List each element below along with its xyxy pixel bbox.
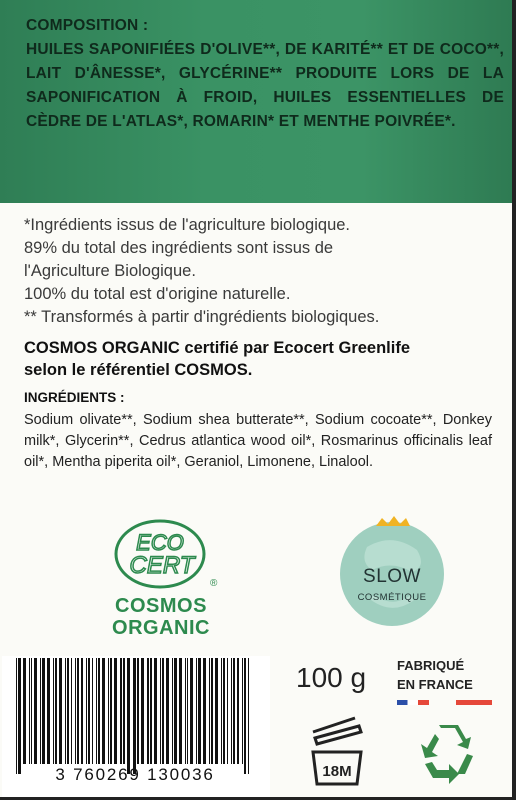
barcode-bar xyxy=(102,658,105,764)
slow-text: SLOW xyxy=(363,566,421,587)
barcode-bar xyxy=(215,658,218,764)
barcode-bar xyxy=(75,658,76,764)
barcode-bar xyxy=(81,658,83,764)
made-in-line: FABRIQUÉ xyxy=(397,658,465,673)
barcode-bar xyxy=(137,658,139,764)
barcode-bar xyxy=(42,658,45,764)
organic-line: ORGANIC xyxy=(112,617,210,639)
recycle-icon xyxy=(417,722,479,784)
barcode-bar xyxy=(18,658,21,774)
barcode-bar xyxy=(242,658,243,764)
barcode-bar xyxy=(86,658,87,764)
certification-line: selon le référentiel COSMOS. xyxy=(24,361,253,379)
note-line: ** Transformés à partir d'ingrédients biologiques. xyxy=(24,308,380,326)
pao-label: 18M xyxy=(322,763,352,780)
barcode-bar xyxy=(237,658,239,764)
barcode-bar xyxy=(196,658,197,764)
barcode-bar xyxy=(233,658,235,764)
net-weight: 100 g xyxy=(296,662,367,693)
barcode-bar xyxy=(162,658,164,764)
barcode-number: 3 760269 130036 xyxy=(55,765,215,784)
cosmos-line: COSMOS xyxy=(115,595,207,617)
barcode-bar xyxy=(248,658,249,774)
barcode-bar xyxy=(96,658,97,764)
edge-shadow xyxy=(512,0,516,800)
barcode-bar xyxy=(110,658,112,764)
barcode-bar xyxy=(187,658,188,764)
ingredients-text: Sodium olivate**, Sodium shea butterate**, Sodium cocoate**, Donkey milk*, Glycerin**, Cedrus atlantica wood oil*, Rosmarinus officinalis leaf oil*, Mentha piperita oil*, Geraniol, Limonene, Linalool. xyxy=(24,412,492,470)
barcode-bar xyxy=(55,658,57,764)
note-line: l'Agriculture Biologique. xyxy=(24,262,196,280)
barcode-bar xyxy=(133,658,136,774)
composition-block xyxy=(26,14,504,134)
made-in-france xyxy=(397,656,473,694)
barcode-bar xyxy=(127,658,130,774)
france-line: EN FRANCE xyxy=(397,677,473,692)
composition-text: HUILES SAPONIFIÉES D'OLIVE**, DE KARITÉ** ET DE COCO**, LAIT D'ÂNESSE*, GLYCÉRINE** PRODUITE LORS DE LA SAPONIFICATION À FROID, HUILES ESSENTIELLES DE CÈDRE DE L'ATLAS*, ROMARIN* ET MENTHE POIVRÉE*. xyxy=(26,41,504,130)
note-line: *Ingrédients issus de l'agriculture biologique. xyxy=(24,216,351,234)
barcode-bar xyxy=(227,658,228,764)
barcode-bar xyxy=(108,658,109,764)
composition-title: COMPOSITION : xyxy=(26,17,149,34)
barcode-bar xyxy=(160,658,161,764)
open-jar-icon xyxy=(303,712,371,788)
barcode-bar xyxy=(211,658,213,764)
barcode-bar xyxy=(29,658,30,764)
barcode-bar xyxy=(223,658,225,764)
barcode-bar xyxy=(31,658,32,764)
barcode-bar xyxy=(71,658,72,764)
barcode-bar xyxy=(231,658,232,764)
barcode-bar xyxy=(59,658,62,764)
barcode-bar xyxy=(98,658,100,764)
barcode-bar xyxy=(47,658,50,764)
barcode-bar xyxy=(150,658,152,764)
barcode-bar xyxy=(123,658,125,764)
barcode-bar xyxy=(16,658,17,774)
barcode-bar xyxy=(166,658,169,764)
barcode-bar xyxy=(147,658,149,764)
ecocert-text-eco: ECO xyxy=(136,530,184,555)
barcode-bar xyxy=(172,658,173,764)
barcode-bar xyxy=(67,658,69,764)
barcode-bar xyxy=(179,658,182,764)
barcode-bar xyxy=(114,658,117,764)
flag-red-stripe xyxy=(456,700,492,705)
ecocert-text-cert: CERT xyxy=(129,552,195,579)
cosmos-organic-label xyxy=(96,595,226,639)
barcode-bar xyxy=(53,658,54,764)
barcode-bar xyxy=(120,658,122,764)
note-line: 89% du total des ingrédients sont issus de xyxy=(24,239,334,257)
registered-mark: ® xyxy=(210,578,218,589)
note-line: 100% du total est d'origine naturelle. xyxy=(24,285,291,303)
barcode-bar xyxy=(221,658,222,764)
barcode-bar xyxy=(190,658,193,764)
slow-cosmetique-logo xyxy=(332,512,452,632)
barcode-bar xyxy=(244,658,246,774)
cosmetique-text: COSMÉTIQUE xyxy=(357,592,427,603)
ingredients-title: INGRÉDIENTS : xyxy=(24,390,125,405)
barcode-bar xyxy=(40,658,41,764)
barcode-bars xyxy=(2,656,270,774)
barcode-bar xyxy=(198,658,201,764)
barcode-bar xyxy=(209,658,210,764)
flag-blue-stripe xyxy=(397,700,429,705)
barcode-bar xyxy=(88,658,90,764)
barcode-bar xyxy=(185,658,186,764)
barcode-bar xyxy=(92,658,93,764)
barcode-bar xyxy=(203,658,206,764)
certification-text xyxy=(24,337,494,381)
barcode-bar xyxy=(23,658,26,764)
barcode-bar xyxy=(65,658,66,764)
barcode-bar xyxy=(154,658,157,764)
organic-notes xyxy=(24,214,494,329)
barcode-bar xyxy=(141,658,144,764)
barcode-bar xyxy=(77,658,79,764)
certification-line: COSMOS ORGANIC certifié par Ecocert Greenlife xyxy=(24,339,411,357)
barcode-bar xyxy=(34,658,37,764)
barcode-bar xyxy=(174,658,177,764)
